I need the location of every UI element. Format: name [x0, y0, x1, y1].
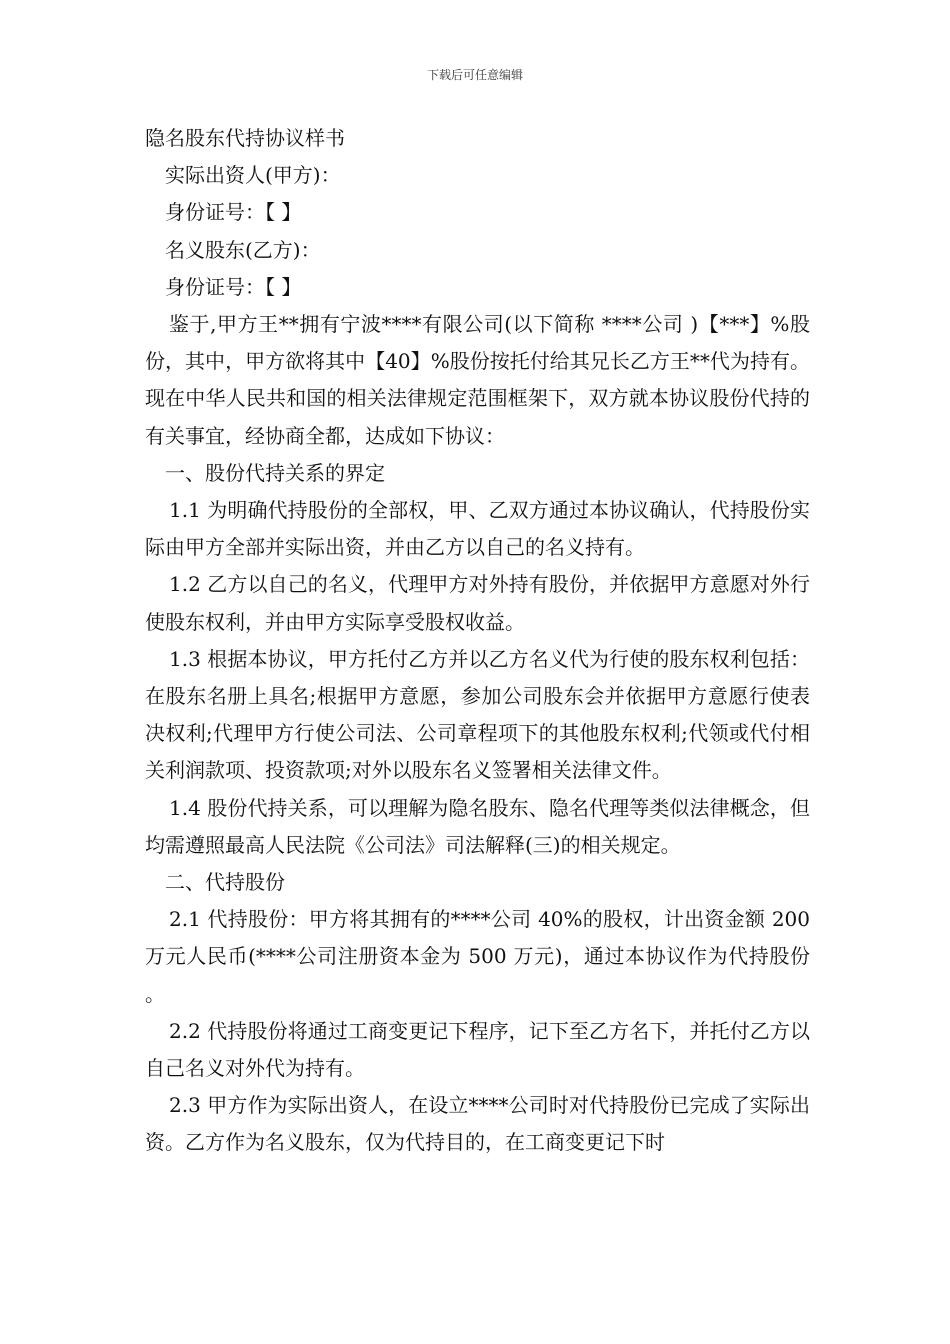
document-title: 隐名股东代持协议样书: [145, 126, 345, 150]
party-a-id-label: 身份证号：【 】: [165, 200, 302, 225]
clause-1-4: 1.4 股份代持关系，可以理解为隐名股东、隐名代理等类似法律概念，但均需遵照最高人民法院《公司法》司法解释(三)的相关规定。: [145, 795, 810, 857]
clause-2-2: 2.2 代持股份将通过工商变更记下程序，记下至乙方名下，并托付乙方以自己名义对外代为持有。: [145, 1018, 810, 1081]
section-heading-1: 一、股份代持关系的界定: [165, 460, 385, 485]
party-b-label: 名义股东(乙方)：: [165, 237, 321, 262]
clause-2-3: 2.3 甲方作为实际出资人，在设立****公司时对代持股份已完成了实际出资。乙方作为名义股东，仅为代持目的，在工商变更记下时: [145, 1093, 810, 1155]
section-heading-2: 二、代持股份: [165, 870, 285, 895]
clause-1-2: 1.2 乙方以自己的名义，代理甲方对外持有股份，并依据甲方意愿对外行使股东权利，并由甲方实际享受股权收益。: [145, 572, 810, 634]
clause-2-1: 2.1 代持股份：甲方将其拥有的****公司 40%的股权，计出资金额 200 万元人民币(****公司注册资本金为 500 万元)，通过本协议作为代持股份 。: [145, 907, 810, 1006]
clause-1-3: 1.3 根据本协议，甲方托付乙方并以乙方名义代为行使的股东权利包括：在股东名册上具名;根据甲方意愿，参加公司股东会并依据甲方意愿行使表决权利;代理甲方行使公司法、公司章程项下的其他股东权利;代领或代付相关利润款项、投资款项;对外以股东名义签署相关法律文件。: [145, 646, 810, 783]
party-b-id-label: 身份证号：【 】: [165, 274, 302, 299]
preamble-paragraph: 鉴于,甲方王**拥有宁波****有限公司(以下简称 ****公司 )【***】%股份，其中，甲方欲将其中【40】%股份按托付给其兄长乙方王**代为持有。现在中华人民共和国的相关法律规定范围框架下，双方就本协议股份代持的有关事宜，经协商全都，达成如下协议：: [145, 312, 810, 448]
document-body: [145, 120, 810, 1162]
header-note: 下载后可任意编辑: [426, 68, 523, 82]
party-a-label: 实际出资人(甲方)：: [165, 163, 341, 188]
clause-1-1: 1.1 为明确代持股份的全部权，甲、乙双方通过本协议确认，代持股份实际由甲方全部并实际出资，并由乙方以自己的名义持有。: [145, 498, 810, 560]
